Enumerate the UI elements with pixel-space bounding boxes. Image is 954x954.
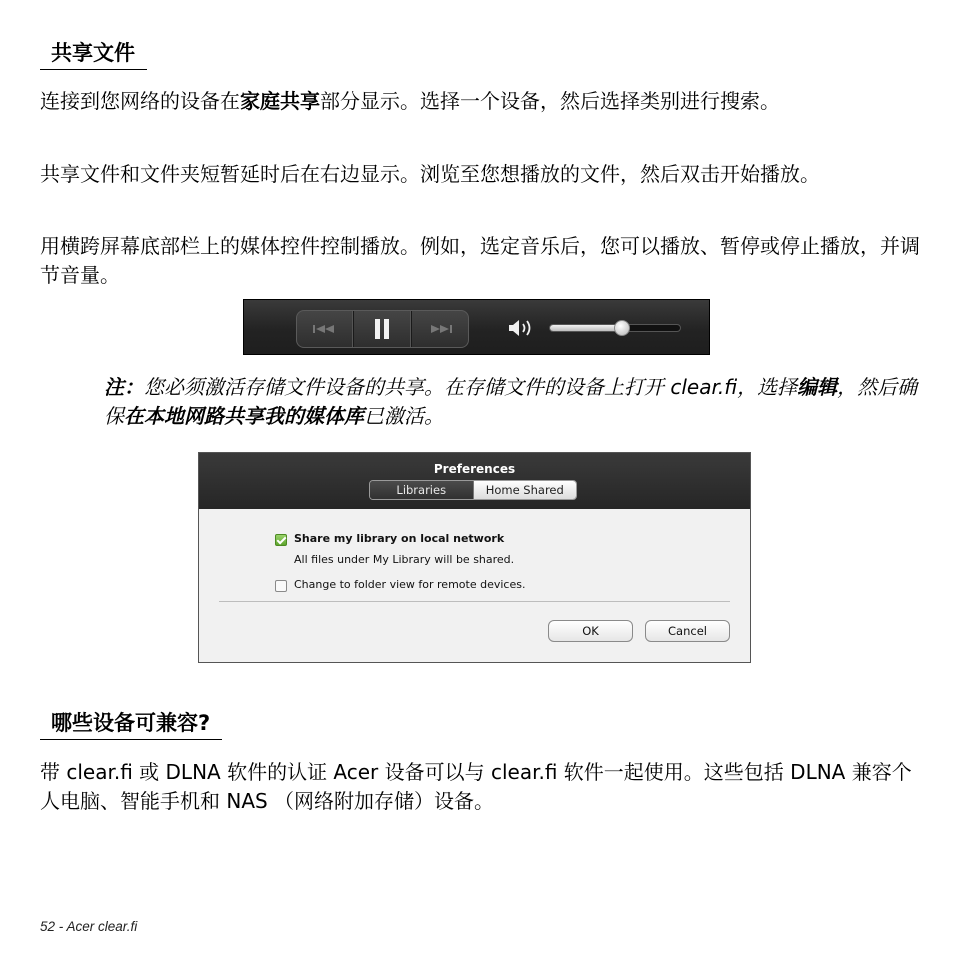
tab-libraries[interactable]: Libraries (370, 481, 474, 499)
volume-icon[interactable] (508, 319, 536, 337)
text: 已激活。 (364, 404, 444, 428)
pause-button[interactable] (354, 311, 411, 347)
volume-thumb[interactable] (614, 320, 630, 336)
text: ，然后确保 (104, 375, 918, 428)
bold-term-edit: 编辑 (797, 375, 838, 399)
pause-icon (374, 318, 390, 340)
folder-view-checkbox[interactable] (275, 580, 287, 592)
page-footer: 52 - Acer clear.fi (40, 919, 138, 934)
tab-home-shared[interactable]: Home Shared (474, 481, 577, 499)
share-library-checkbox[interactable] (275, 534, 287, 546)
bold-term-share-library: 在本地网路共享我的媒体库 (124, 404, 364, 428)
ok-button[interactable]: OK (548, 620, 633, 642)
dialog-title: Preferences (433, 462, 516, 476)
cancel-button[interactable]: Cancel (645, 620, 730, 642)
text: 您必须激活存储文件设备的共享。在存储文件的设备上打开 clear.fi，选择 (144, 375, 798, 399)
folder-view-label: Change to folder view for remote devices. (294, 578, 526, 591)
tab-switcher (369, 480, 577, 500)
section-heading-shared-files: 共享文件 (40, 37, 147, 70)
section-heading-compatible-devices: 哪些设备可兼容? (40, 707, 222, 740)
volume-fill (550, 325, 622, 331)
preferences-dialog (198, 452, 751, 663)
paragraph-media-controls: 用横跨屏幕底部栏上的媒体控件控制播放。例如，选定音乐后，您可以播放、暂停或停止播放，并调节音量。 (40, 234, 920, 287)
share-library-description: All files under My Library will be shared. (294, 553, 515, 566)
next-button[interactable] (412, 311, 468, 347)
dialog-header (199, 453, 750, 509)
previous-button[interactable] (297, 311, 354, 347)
bold-term-home-shared: 家庭共享 (240, 89, 320, 113)
divider (219, 601, 730, 602)
paragraph-compatibility: 带 clear.fi 或 DLNA 软件的认证 Acer 设备可以与 clear.fi 软件一起使用。这些包括 DLNA 兼容个人电脑、智能手机和 NAS （网络附加存储）设备。 (40, 760, 912, 813)
paragraph-browse: 共享文件和文件夹短暂延时后在右边显示。浏览至您想播放的文件，然后双击开始播放。 (40, 162, 820, 186)
playback-button-group (296, 310, 469, 348)
volume-slider[interactable] (549, 324, 681, 332)
text: 连接到您网络的设备在 (40, 89, 240, 113)
media-control-bar (243, 299, 710, 355)
next-icon (427, 323, 453, 335)
previous-icon (312, 323, 338, 335)
note-paragraph (104, 373, 924, 431)
share-library-label: Share my library on local network (294, 532, 505, 545)
text: 部分显示。选择一个设备，然后选择类别进行搜索。 (320, 89, 780, 113)
note-label: 注： (104, 375, 144, 399)
paragraph-connect (40, 87, 920, 116)
